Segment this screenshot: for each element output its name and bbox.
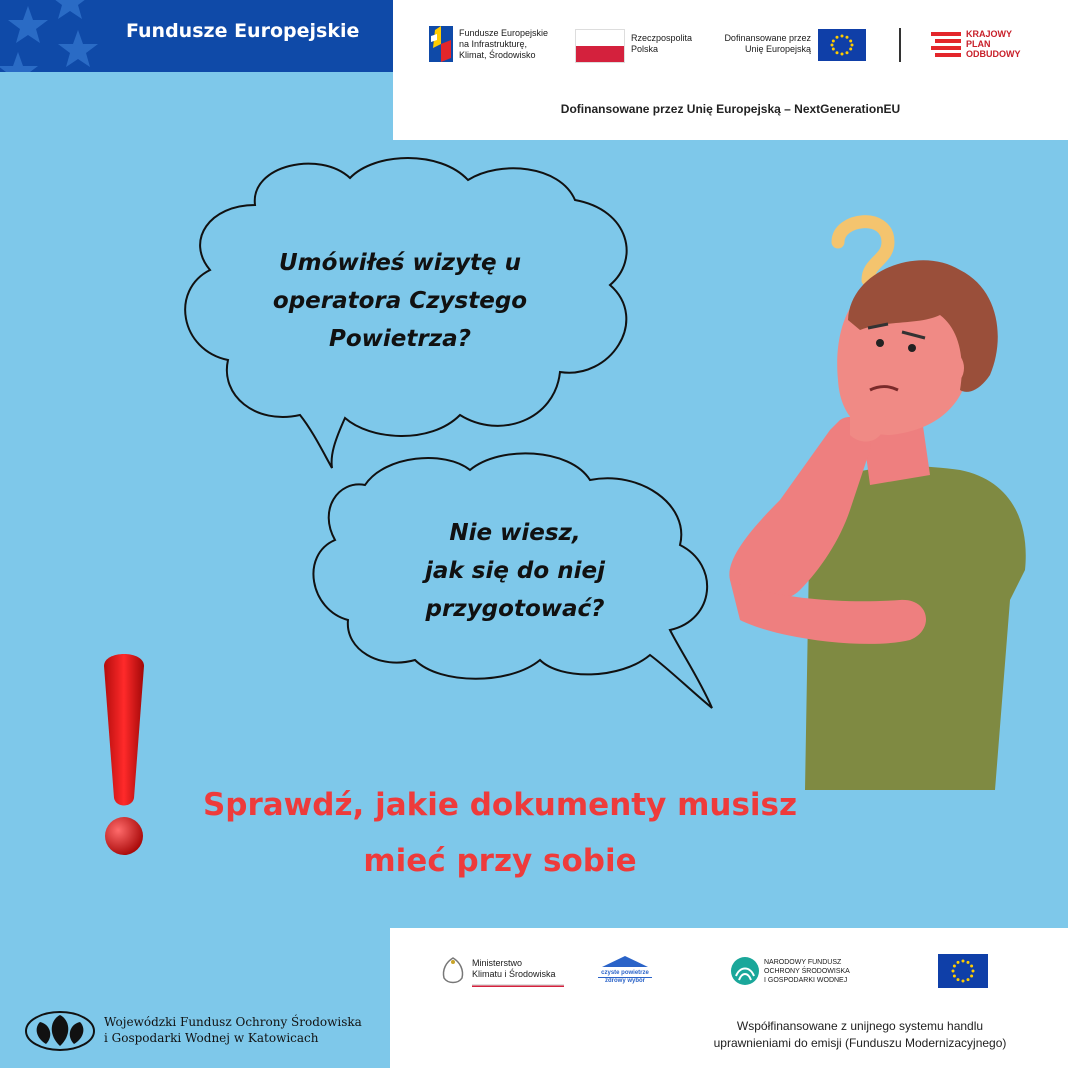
- wfos-line: Wojewódzki Fundusz Ochrony Środowiska: [104, 1015, 362, 1029]
- ministry-line: Ministerstwo: [472, 958, 523, 968]
- kpo-line: ODBUDOWY: [966, 49, 1021, 59]
- fe-line: na Infrastrukturę,: [459, 39, 528, 49]
- bubble-line: jak się do niej: [425, 558, 605, 584]
- rp-line: Polska: [631, 44, 659, 54]
- bubble-first-text: [220, 244, 580, 358]
- footer-logos: [390, 928, 1068, 1068]
- rp-line: Rzeczpospolita: [631, 33, 693, 43]
- ue-line: Dofinansowane przez: [724, 33, 811, 43]
- wfos-name: [104, 1014, 362, 1046]
- cofinance-line: Współfinansowane z unijnego systemu handlu: [736, 1019, 984, 1033]
- call-to-action: [140, 782, 860, 884]
- wfos-emblem-icon: [24, 1010, 96, 1052]
- wfos-line: i Gospodarki Wodnej w Katowicach: [104, 1031, 319, 1045]
- bubble-second-text: [335, 514, 695, 628]
- house-icon: [600, 954, 650, 968]
- bubble-line: operatora Czystego: [272, 288, 528, 314]
- kpo-line: KRAJOWY: [966, 29, 1013, 39]
- brand-title: Fundusze Europejskie: [126, 20, 360, 42]
- czyste-powietrze-text: [598, 970, 652, 985]
- fe-line: Klimat, Środowisko: [459, 50, 536, 60]
- cp-line: czyste powietrze: [601, 970, 649, 976]
- bubble-line: Umówiłeś wizytę u: [279, 250, 521, 276]
- fe-line: Fundusze Europejskie: [459, 28, 549, 38]
- polish-eagle-icon: [440, 956, 466, 988]
- cta-line: Sprawdź, jakie dokumenty musisz: [202, 787, 798, 823]
- ue-line: Unię Europejską: [744, 44, 811, 54]
- nfosigw-logo-icon: [730, 956, 760, 986]
- bubble-line: Powietrza?: [329, 326, 471, 352]
- eu-flag-icon: [938, 954, 988, 988]
- cp-line: zdrowy wybór: [598, 977, 652, 985]
- question-mark-icon: [838, 222, 888, 280]
- ministry-line: Klimatu i Środowiska: [472, 969, 556, 979]
- thinking-person-illustration: [720, 200, 1068, 800]
- cta-line: mieć przy sobie: [363, 843, 637, 879]
- header-caption: Dofinansowane przez Unię Europejską – NextGenerationEU: [560, 102, 901, 116]
- ministry-stripe: [472, 984, 564, 987]
- nf-line: I GOSPODARKI WODNEJ: [764, 977, 848, 984]
- cofinance-line: uprawnieniami do emisji (Funduszu Modernizacyjnego): [713, 1036, 1007, 1050]
- cofinance-text: [660, 1018, 1060, 1052]
- kpo-line: PLAN: [966, 39, 991, 49]
- ministry-text: [472, 958, 556, 980]
- nf-line: OCHRONY ŚRODOWISKA: [764, 968, 850, 975]
- bubble-line: Nie wiesz,: [449, 520, 581, 546]
- bubble-line: przygotować?: [425, 596, 605, 622]
- nfosigw-text: [764, 958, 850, 985]
- nf-line: NARODOWY FUNDUSZ: [764, 959, 842, 966]
